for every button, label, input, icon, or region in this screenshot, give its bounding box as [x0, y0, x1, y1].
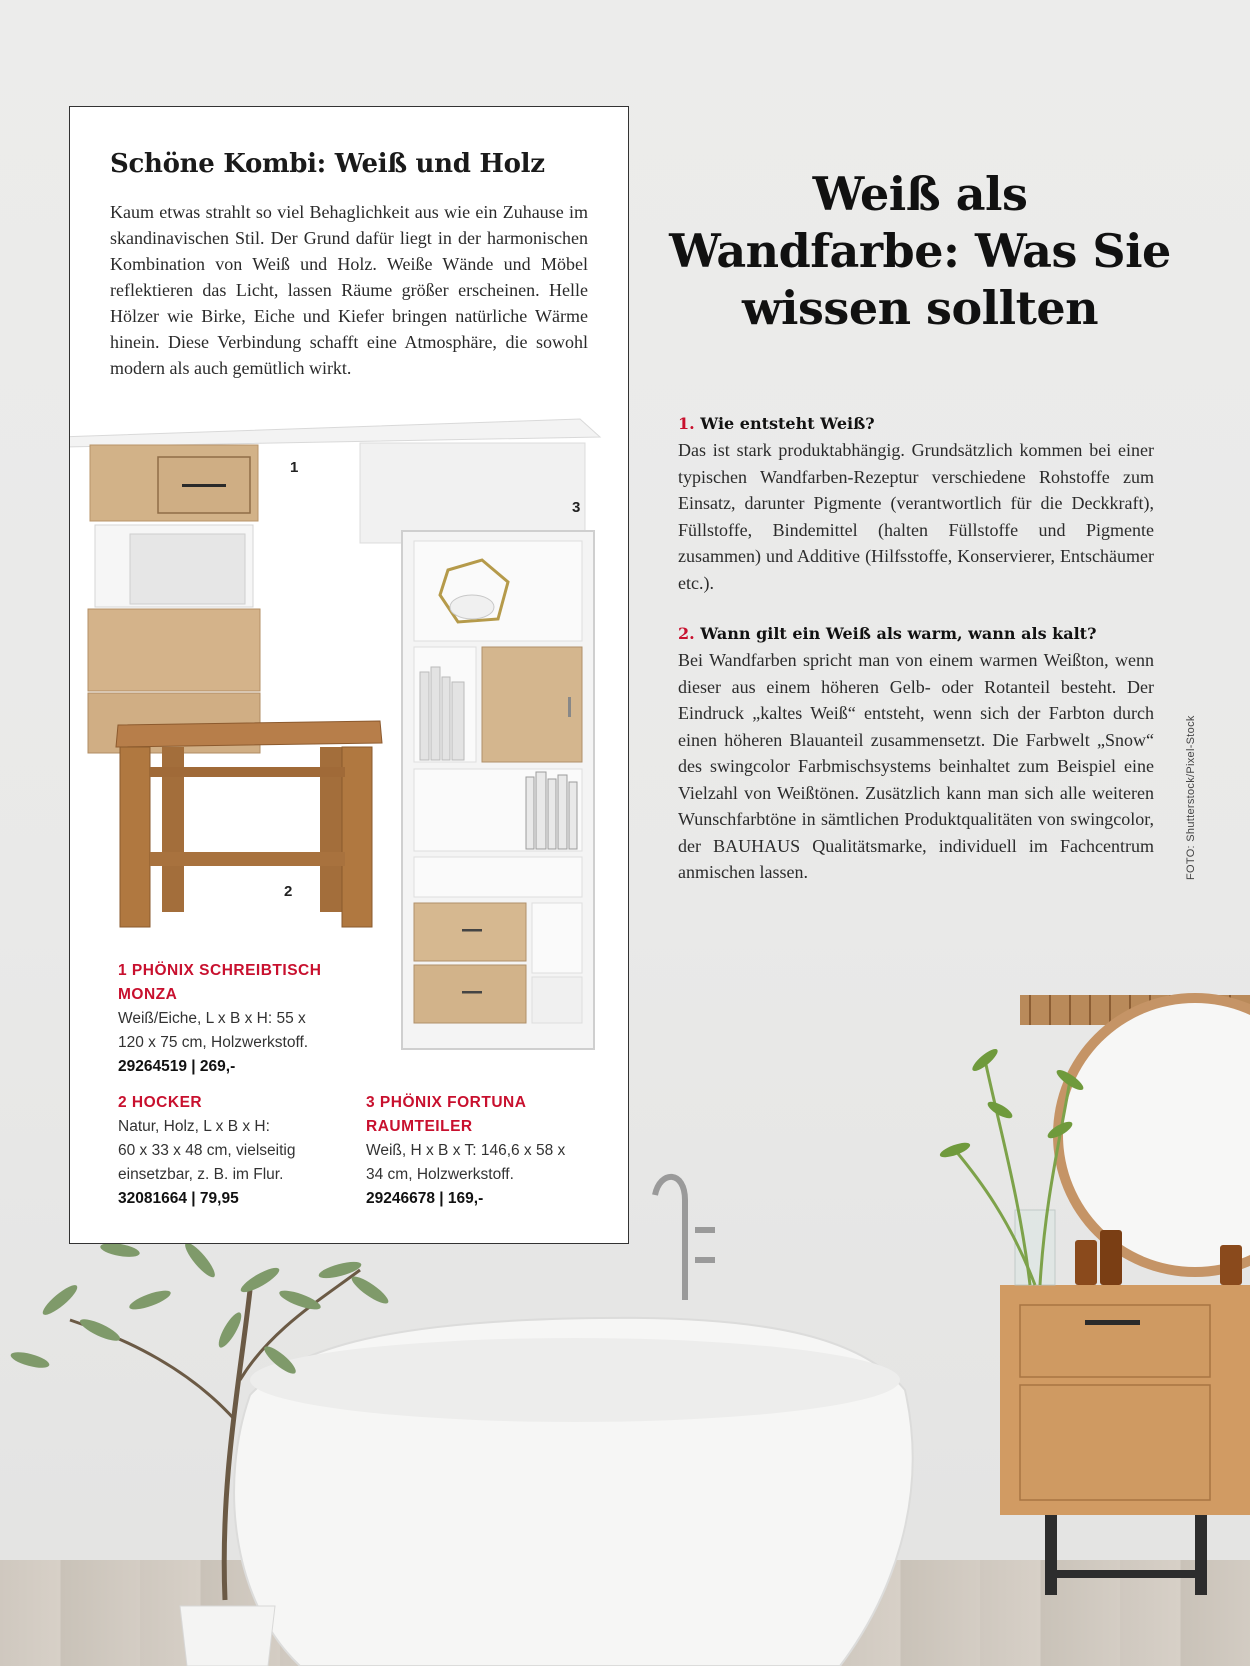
- article-headline: [660, 166, 1180, 337]
- card-title: Schöne Kombi: Weiß und Holz: [110, 149, 545, 179]
- product-2: [118, 1091, 348, 1211]
- product-1-desc-line2: 120 x 75 cm, Holzwerkstoff.: [118, 1034, 309, 1051]
- question-2-text: Wann gilt ein Weiß als warm, wann als kalt?: [700, 624, 1097, 643]
- answer-2: Bei Wandfarben spricht man von einem warmen Weißton, wenn dieser aus einem höheren Gelb- oder Rotanteil besteht. Der Eindruck „kaltes Weiß“ entsteht, wenn sich der Farbton durch einen höheren Blauanteil zusammensetzt. Die Farbwelt „Snow“ des swingcolor Farbmischsystems beinhaltet zum Beispiel eine Vielzahl von Weißtönen. Zusätzlich kann man sich alle weiteren Wunschfarbtöne in sämtlichen Produktqualitäten von swingcolor, der BAUHAUS Qualitätsmarke, individuell im Fachcentrum anmischen lassen.: [678, 650, 1154, 882]
- headline-line-1: Weiß als: [812, 167, 1028, 221]
- question-2: [678, 621, 1154, 647]
- product-3-desc-line2: 34 cm, Holzwerkstoff.: [366, 1166, 514, 1183]
- shelf-illustration: [402, 531, 594, 1049]
- product-2-desc-line2: 60 x 33 x 48 cm, vielseitig: [118, 1142, 296, 1159]
- product-3-price: 29246678 | 169,-: [366, 1190, 484, 1207]
- question-2-number: 2.: [678, 624, 695, 643]
- product-3-name-line1: 3 PHÖNIX FORTUNA: [366, 1094, 527, 1111]
- product-1-price: 29264519 | 269,-: [118, 1058, 236, 1075]
- bathtub: [234, 1318, 913, 1666]
- faucet: [655, 1177, 715, 1300]
- product-3-name-line2: RAUMTEILER: [366, 1118, 473, 1135]
- product-1-name-line2: MONZA: [118, 986, 178, 1003]
- product-3: [366, 1091, 606, 1211]
- product-2-price: 32081664 | 79,95: [118, 1190, 239, 1207]
- cabinet: [1000, 1285, 1250, 1595]
- article-section-1: [678, 411, 1154, 596]
- product-3-desc-line1: Weiß, H x B x T: 146,6 x 58 x: [366, 1142, 566, 1159]
- product-2-desc-line3: einsetzbar, z. B. im Flur.: [118, 1166, 284, 1183]
- product-1: [118, 959, 348, 1079]
- product-2-name-line1: 2 HOCKER: [118, 1094, 203, 1111]
- question-1-number: 1.: [678, 414, 695, 433]
- product-2-desc-line1: Natur, Holz, L x B x H:: [118, 1118, 270, 1135]
- question-1: [678, 411, 1154, 437]
- marker-1: 1: [290, 459, 299, 476]
- product-1-name-line1: 1 PHÖNIX SCHREIBTISCH: [118, 962, 322, 979]
- product-1-desc-line1: Weiß/Eiche, L x B x H: 55 x: [118, 1010, 306, 1027]
- question-1-text: Wie entsteht Weiß?: [700, 414, 875, 433]
- article-section-2: [678, 621, 1154, 886]
- photo-credit: FOTO: Shutterstock/Pixel-Stock: [1185, 715, 1197, 880]
- product-card: [69, 106, 629, 1244]
- marker-2: 2: [284, 883, 293, 900]
- marker-3: 3: [572, 499, 581, 516]
- headline-line-3: wissen sollten: [741, 281, 1099, 335]
- card-intro: Kaum etwas strahlt so viel Behaglichkeit aus wie ein Zuhause im skandinavischen Stil. Der Grund dafür liegt in der harmonischen Kombination von Weiß und Holz. Weiße Wände und Möbel reflektieren das Licht, lassen Räume größer erscheinen. Helle Hölzer wie Birke, Eiche und Kiefer bringen natürliche Wärme hinein. Diese Verbindung schafft eine Atmosphäre, die sowohl modern als auch gemütlich wirkt.: [110, 202, 588, 378]
- headline-line-2: Wandfarbe: Was Sie: [669, 224, 1171, 278]
- answer-1: Das ist stark produktabhängig. Grundsätzlich kommen bei einer typischen Wandfarben-Rezeptur verschiedene Rohstoffe zum Einsatz, darunter Pigmente (verantwortlich für die Deckkraft), Füllstoffe, Bindemittel (halten Füllstoffe und Pigmente zusammen) und Additive (Hilfsstoffe, Konservierer, Entschäumer etc.).: [678, 440, 1154, 593]
